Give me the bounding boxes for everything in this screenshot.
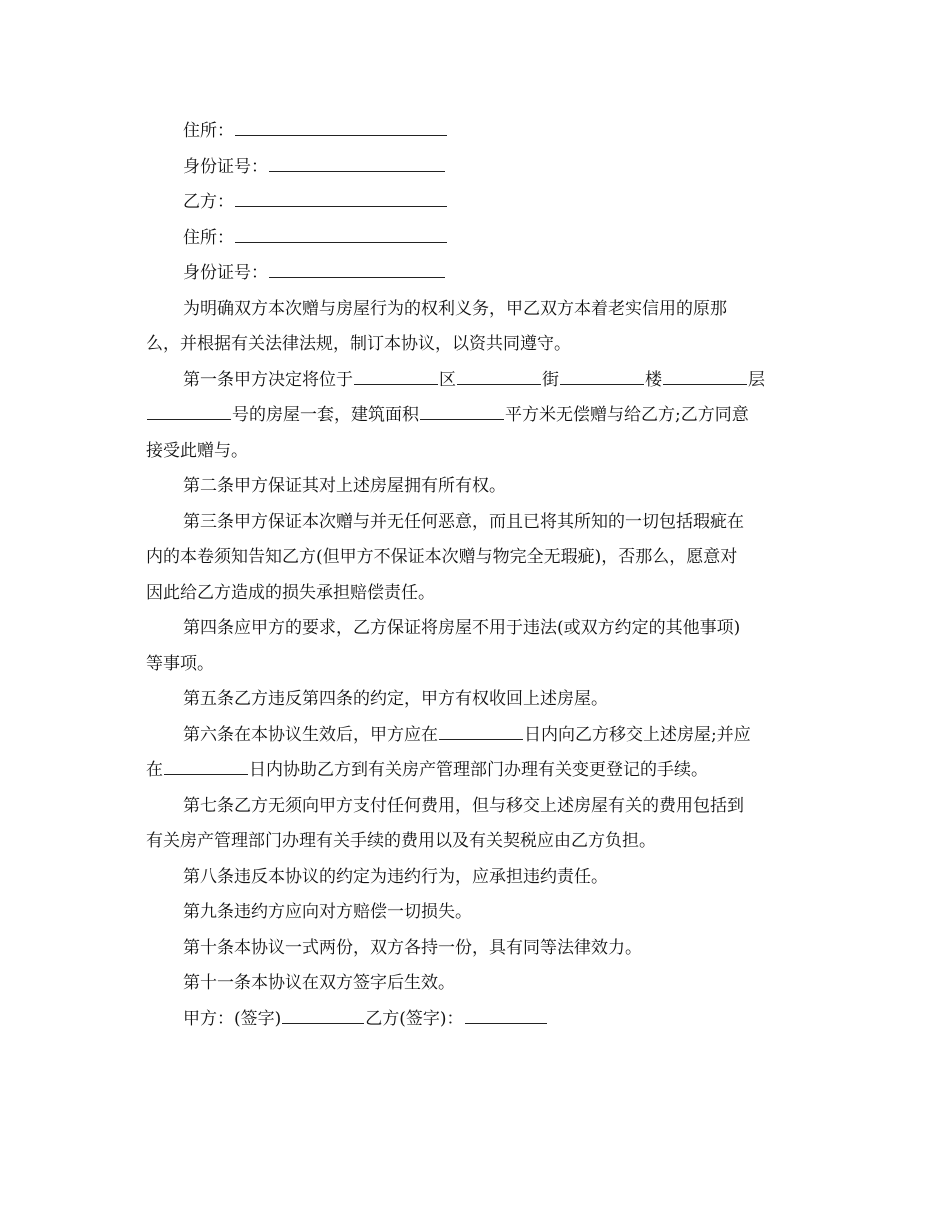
street-blank (457, 366, 541, 385)
area-blank (420, 401, 504, 420)
article-6-text-c: 在 (146, 760, 163, 780)
article-7-line-2: 有关房产管理部门办理有关手续的费用以及有关契税应由乙方负担。 (146, 831, 656, 851)
article-6-text-b: 日内向乙方移交上述房屋;并应 (524, 724, 751, 745)
article-6-line-1 (146, 718, 806, 754)
article-3-line-2: 内的本卷须知告知乙方(但甲方不保证本次赠与物完全无瑕疵)，否那么，愿意对 (146, 547, 738, 567)
preamble-line-1: 为明确双方本次赠与房屋行为的权利义务，甲乙双方本着老实信用的原那 (183, 298, 727, 319)
article-6-text-d: 日内协助乙方到有关房产管理部门办理有关变更登记的手续。 (249, 760, 708, 780)
party-a-signature-label: 甲方：(签字) (183, 1008, 282, 1029)
floor-label: 层 (748, 369, 765, 390)
article-1-text-b: 平方米无偿赠与给乙方;乙方同意 (505, 405, 749, 425)
article-3-line-1: 第三条甲方保证本次赠与并无任何恶意，而且已将其所知的一切包括瑕疵在 (183, 511, 744, 532)
article-1-line-3: 接受此赠与。 (146, 440, 248, 461)
id-number-label: 身份证号： (183, 156, 268, 177)
article-1-text-a: 号的房屋一套，建筑面积 (232, 405, 419, 425)
district-blank (354, 366, 438, 385)
district-label: 区 (439, 369, 456, 390)
residence-label: 住所： (183, 121, 234, 141)
days-blank (164, 756, 248, 775)
residence-blank (235, 117, 447, 136)
building-blank (560, 366, 644, 385)
party-b-line (146, 185, 806, 221)
party-b-signature-label: 乙方(签字)： (365, 1008, 464, 1029)
id-number-line-2 (146, 256, 806, 292)
article-6-text-a: 第六条在本协议生效后，甲方应在 (183, 724, 438, 745)
street-label: 街 (542, 369, 559, 390)
residence-blank (235, 224, 447, 243)
article-5: 第五条乙方违反第四条的约定，甲方有权收回上述房屋。 (183, 689, 608, 709)
document-page (146, 114, 806, 1037)
residence-line-1 (146, 114, 806, 150)
id-number-blank (269, 259, 445, 278)
party-a-signature-blank (282, 1005, 364, 1024)
days-blank (439, 721, 523, 740)
article-1-prefix: 第一条甲方决定将位于 (183, 369, 353, 390)
article-4-line-2: 等事项。 (146, 653, 214, 674)
party-b-blank (235, 188, 447, 207)
article-3-line-3: 因此给乙方造成的损失承担赔偿责任。 (146, 582, 435, 603)
article-7-line-1: 第七条乙方无须向甲方支付任何费用，但与移交上述房屋有关的费用包括到 (183, 795, 744, 816)
article-10: 第十条本协议一式两份，双方各持一份，具有同等法律效力。 (183, 937, 642, 958)
residence-label: 住所： (183, 227, 234, 248)
floor-blank (663, 366, 747, 385)
signature-line (146, 1002, 806, 1038)
preamble-line-2: 么，并根据有关法律法规，制订本协议，以资共同遵守。 (146, 334, 571, 354)
article-2: 第二条甲方保证其对上述房屋拥有所有权。 (183, 476, 506, 496)
id-number-blank (269, 153, 445, 172)
id-number-label: 身份证号： (183, 263, 268, 283)
article-11: 第十一条本协议在双方签字后生效。 (183, 973, 455, 993)
article-4-line-1: 第四条应甲方的要求，乙方保证将房屋不用于违法(或双方约定的其他事项) (183, 618, 741, 638)
building-label: 楼 (645, 369, 662, 390)
article-1-line-1 (146, 363, 806, 399)
party-b-signature-blank (465, 1005, 547, 1024)
article-6-line-2 (146, 753, 806, 789)
number-blank (147, 401, 231, 420)
party-b-label: 乙方： (183, 192, 234, 212)
article-8: 第八条违反本协议的约定为违约行为，应承担违约责任。 (183, 866, 608, 887)
id-number-line-1 (146, 150, 806, 186)
residence-line-2 (146, 221, 806, 257)
article-9: 第九条违约方应向对方赔偿一切损失。 (183, 902, 472, 922)
article-1-line-2 (146, 398, 806, 434)
